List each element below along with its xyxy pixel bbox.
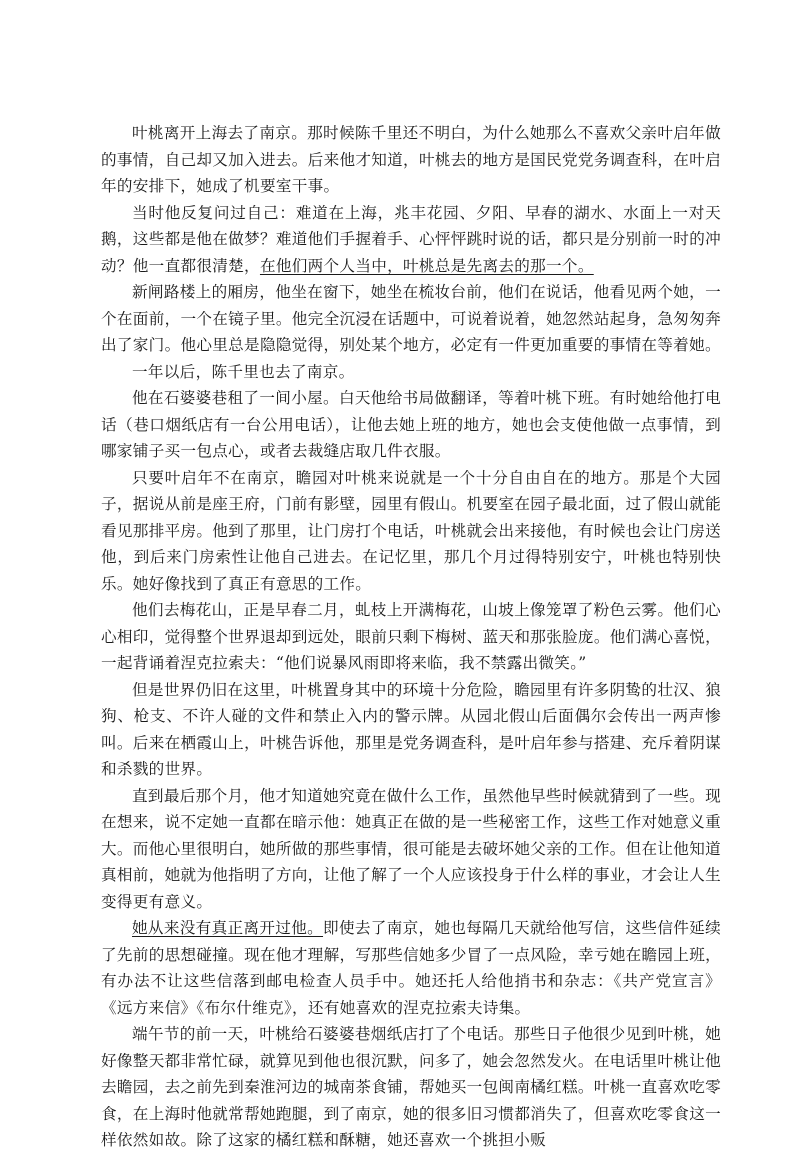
paragraph	[101, 783, 721, 916]
paragraph-text: 他在石婆婆巷租了一间小屋。白天他给书局做翻译，等着叶桃下班。有时她给他打电话（巷口烟纸店有一台公用电话），让他去她上班的地方，她也会支使他做一点事情，到哪家铺子买一包点心，或者去裁缝店取几件衣服。	[101, 389, 721, 460]
paragraph	[101, 915, 721, 1021]
paragraph-text: 但是世界仍旧在这里，叶桃置身其中的环境十分危险，瞻园里有许多阴鸷的壮汉、狼狗、枪支、不许人碰的文件和禁止入内的警示牌。从园北假山后面偶尔会传出一两声惨叫。后来在栖霞山上，叶桃告诉他，那里是党务调查科，是叶启年参与搭建、充斥着阴谋和杀戮的世界。	[101, 680, 721, 778]
paragraph	[101, 597, 721, 677]
paragraph-text: 即使去了南京，她也每隔几天就给他写信，这些信件延续了先前的思想碰撞。现在他才理解，写那些信她多少冒了一点风险，幸亏她在瞻园上班，有办法不让这些信落到邮电检查人员手中。她还托人给他捎书和杂志：《共产党宣言》《远方来信》《布尔什维克》，还有她喜欢的涅克拉索夫诗集。	[101, 919, 721, 1017]
paragraph	[101, 677, 721, 783]
paragraph	[101, 359, 721, 386]
paragraph	[101, 465, 721, 598]
paragraph-text: 一年以后，陈千里也去了南京。	[132, 362, 355, 381]
paragraph-text: 只要叶启年不在南京，瞻园对叶桃来说就是一个十分自由自在的地方。那是个大园子，据说从前是座王府，门前有影壁，园里有假山。机要室在园子最北面，过了假山就能看见那排平房。他到了那里，让门房打个电话，叶桃就会出来接他，有时候也会让门房送他，到后来门房索性让他自己进去。在记忆里，那几个月过得特别安宁，叶桃也特别快乐。她好像找到了真正有意思的工作。	[101, 468, 721, 593]
paragraph	[101, 200, 721, 280]
document-body	[101, 120, 721, 1149]
paragraph	[101, 279, 721, 359]
paragraph-text: 直到最后那个月，他才知道她究竟在做什么工作，虽然他早些时候就猜到了一些。现在想来，说不定她一直都在暗示他：她真正在做的是一些秘密工作，这些工作对她意义重大。而他心里很明白，她所做的那些事情，很可能是去破坏她父亲的工作。但在让他知道真相前，她就为他指明了方向，让他了解了一个人应该投身于什么样的事业，才会让人生变得更有意义。	[101, 786, 721, 911]
paragraph-text: 端午节的前一天，叶桃给石婆婆巷烟纸店打了个电话。那些日子他很少见到叶桃，她好像整天都非常忙碌，就算见到他也很沉默，问多了，她会忽然发火。在电话里叶桃让他去瞻园，去之前先到秦淮河边的城南茶食铺，帮她买一包闽南橘红糕。叶桃一直喜欢吃零食，在上海时他就常帮她跑腿，到了南京，她的很多旧习惯都消失了，但喜欢吃零食这一样依然如故。除了这家的橘红糕和酥糖，她还喜欢一个挑担小贩	[101, 1025, 721, 1149]
paragraph-text: 新闸路楼上的厢房，他坐在窗下，她坐在梳妆台前，他们在说话，他看见两个她，一个在面前，一个在镜子里。他完全沉浸在话题中，可说着说着，她忽然站起身，急匆匆奔出了家门。他心里总是隐隐觉得，别处某个地方，必定有一件更加重要的事情在等着她。	[101, 283, 721, 354]
paragraph-text: 他们去梅花山，正是早春二月，虬枝上开满梅花，山坡上像笼罩了粉色云雾。他们心心相印，觉得整个世界退却到远处，眼前只剩下梅树、蓝天和那张脸庞。他们满心喜悦，一起背诵着涅克拉索夫：“他们说暴风雨即将来临，我不禁露出微笑。”	[101, 601, 721, 672]
paragraph	[101, 1021, 721, 1154]
paragraph	[101, 385, 721, 465]
paragraph-text: 叶桃离开上海去了南京。那时候陈千里还不明白，为什么她那么不喜欢父亲叶启年做的事情，自己却又加入进去。后来他才知道，叶桃去的地方是国民党党务调查科，在叶启年的安排下，她成了机要室干事。	[101, 124, 721, 195]
paragraph	[101, 120, 721, 200]
underlined-sentence: 在他们两个人当中，叶桃总是先离去的那一个。	[259, 256, 594, 275]
underlined-sentence: 她从来没有真正离开过他。	[132, 919, 324, 937]
paragraph-text: 当时他反复问过自己：难道在上海，兆丰花园、夕阳、早春的湖水、水面上一对天鹅，这些都是他在做梦？难道他们手握着手、心怦怦跳时说的话，都只是分别前一时的冲动？他一直都很清楚，	[101, 203, 721, 275]
